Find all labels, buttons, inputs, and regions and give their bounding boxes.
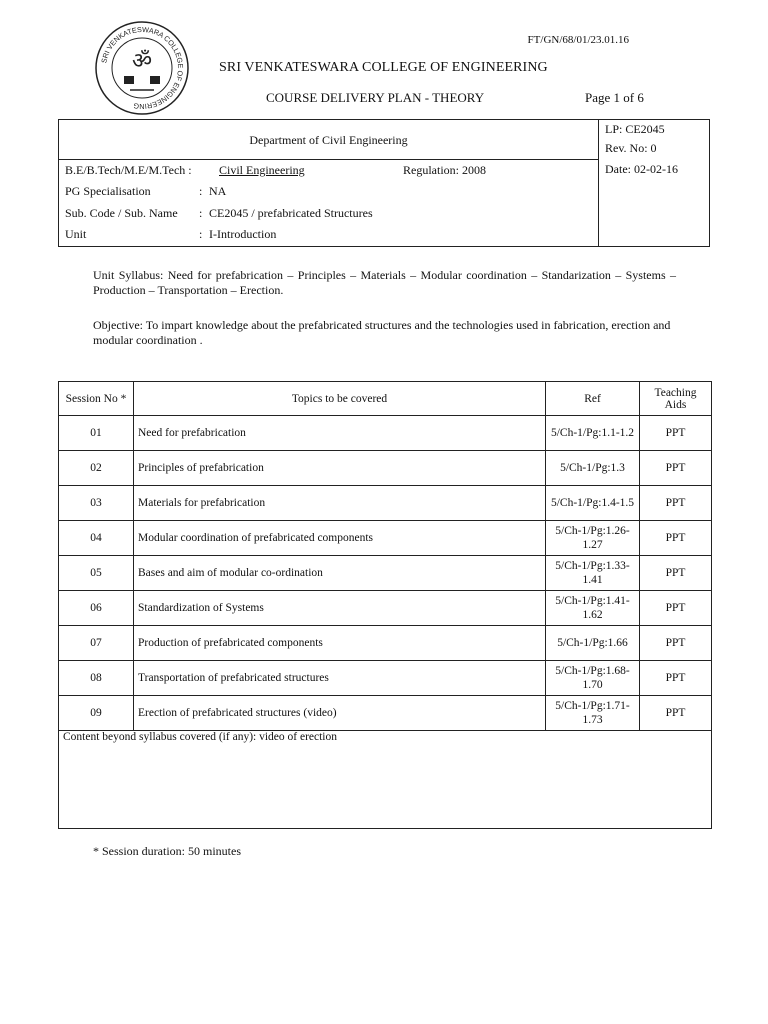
header-topics: Topics to be covered (134, 382, 546, 416)
plan-title: COURSE DELIVERY PLAN - THEORY (266, 90, 485, 105)
reference: 5/Ch-1/Pg:1.1-1.2 (546, 416, 640, 451)
subject-label: Sub. Code / Sub. Name (65, 206, 178, 220)
topic: Need for prefabrication (134, 416, 546, 451)
unit-syllabus: Unit Syllabus: Need for prefabrication – Principles – Materials – Modular coordination – Standarization – Systems – Production – Transportation – Erection. (93, 268, 676, 297)
reference: 5/Ch-1/Pg:1.41-1.62 (546, 591, 640, 626)
degree-value: Civil Engineering (219, 163, 305, 177)
session-number: 04 (59, 521, 134, 556)
unit-label: Unit (65, 227, 87, 241)
reference: 5/Ch-1/Pg:1.4-1.5 (546, 486, 640, 521)
session-number: 06 (59, 591, 134, 626)
topic: Production of prefabricated components (134, 626, 546, 661)
session-number: 09 (59, 696, 134, 731)
reference: 5/Ch-1/Pg:1.66 (546, 626, 640, 661)
topic: Modular coordination of prefabricated components (134, 521, 546, 556)
topic: Materials for prefabrication (134, 486, 546, 521)
table-row (59, 591, 712, 626)
teaching-aid: PPT (640, 591, 712, 626)
topic: Principles of prefabrication (134, 451, 546, 486)
teaching-aid: PPT (640, 451, 712, 486)
session-number: 02 (59, 451, 134, 486)
reference: 5/Ch-1/Pg:1.26-1.27 (546, 521, 640, 556)
topic: Bases and aim of modular co-ordination (134, 556, 546, 591)
document-code: FT/GN/68/01/23.01.16 (527, 34, 629, 46)
session-duration-note: * Session duration: 50 minutes (93, 844, 241, 858)
header-ref: Ref (546, 382, 640, 416)
department-name: Department of Civil Engineering (249, 133, 408, 147)
table-row (59, 451, 712, 486)
session-table (58, 381, 712, 829)
degree-label: B.E/B.Tech/M.E/M.Tech : (65, 163, 192, 177)
colon: : (199, 206, 203, 220)
topic: Standardization of Systems (134, 591, 546, 626)
page-number: Page 1 of 6 (585, 90, 644, 105)
pg-specialisation-value: NA (209, 184, 227, 198)
table-row (59, 521, 712, 556)
table-row (59, 696, 712, 731)
svg-text:ॐ: ॐ (131, 48, 153, 73)
colon: : (199, 227, 203, 241)
teaching-aid: PPT (640, 626, 712, 661)
subject-value: CE2045 / prefabricated Structures (209, 206, 373, 220)
regulation: Regulation: 2008 (403, 163, 486, 177)
teaching-aid: PPT (640, 556, 712, 591)
table-row (59, 416, 712, 451)
college-emblem-icon (94, 20, 190, 116)
session-number: 01 (59, 416, 134, 451)
session-number: 07 (59, 626, 134, 661)
session-number: 08 (59, 661, 134, 696)
table-row (59, 556, 712, 591)
unit-value: I-Introduction (209, 227, 277, 241)
header-session-no: Session No * (59, 382, 134, 416)
svg-text:SRI VENKATESWARA COLLEGE OF EN: SRI VENKATESWARA COLLEGE OF ENGINEERING (99, 24, 186, 112)
content-beyond-syllabus: Content beyond syllabus covered (if any): video of erection (59, 731, 712, 829)
revision-number: Rev. No: 0 (605, 141, 657, 155)
plan-date: Date: 02-02-16 (605, 162, 678, 176)
college-logo (94, 20, 190, 116)
reference: 5/Ch-1/Pg:1.71-1.73 (546, 696, 640, 731)
teaching-aid: PPT (640, 661, 712, 696)
session-number: 05 (59, 556, 134, 591)
header-teaching-aids: Teaching Aids (640, 382, 712, 416)
reference: 5/Ch-1/Pg:1.33-1.41 (546, 556, 640, 591)
table-row (59, 661, 712, 696)
teaching-aid: PPT (640, 521, 712, 556)
header-box (58, 119, 710, 247)
lp-code: LP: CE2045 (605, 122, 665, 136)
objective: Objective: To impart knowledge about the prefabricated structures and the technologies used in fabrication, erection and modular coordination . (93, 318, 671, 347)
table-row (59, 486, 712, 521)
pg-specialisation-label: PG Specialisation (65, 184, 151, 198)
topic: Erection of prefabricated structures (video) (134, 696, 546, 731)
teaching-aid: PPT (640, 486, 712, 521)
session-number: 03 (59, 486, 134, 521)
table-row (59, 626, 712, 661)
teaching-aid: PPT (640, 416, 712, 451)
topic: Transportation of prefabricated structures (134, 661, 546, 696)
college-name: SRI VENKATESWARA COLLEGE OF ENGINEERING (219, 60, 548, 75)
reference: 5/Ch-1/Pg:1.68-1.70 (546, 661, 640, 696)
teaching-aid: PPT (640, 696, 712, 731)
reference: 5/Ch-1/Pg:1.3 (546, 451, 640, 486)
colon: : (199, 184, 203, 198)
